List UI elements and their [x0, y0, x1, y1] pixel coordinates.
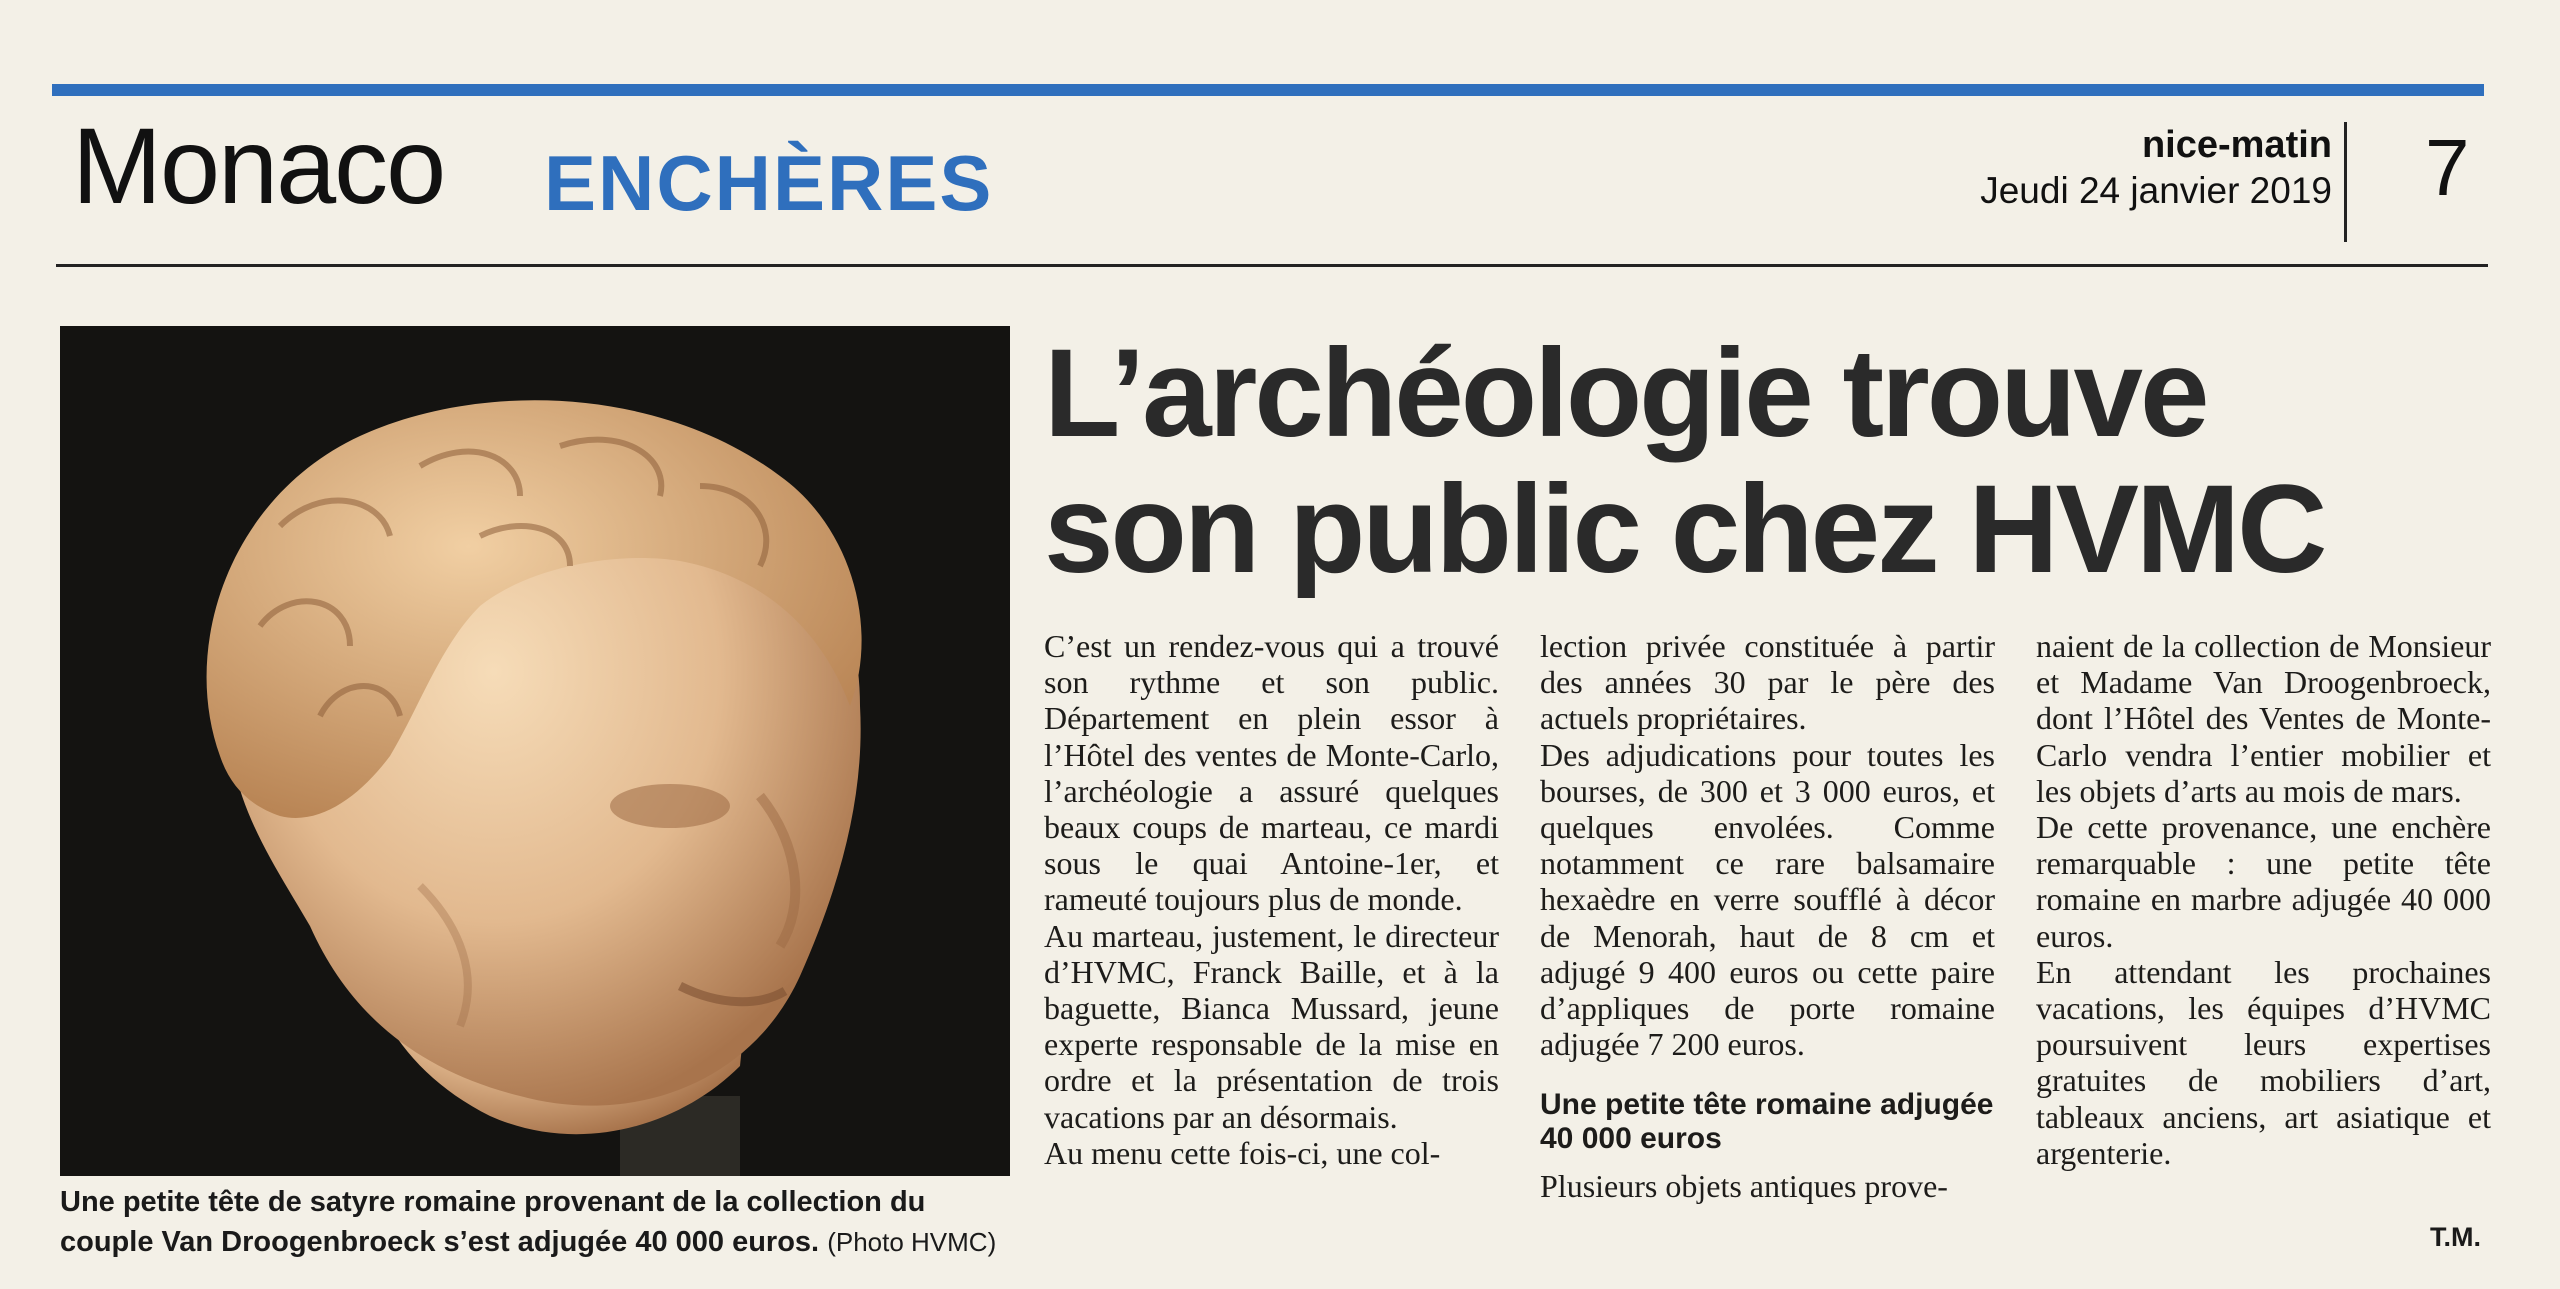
paragraph: Plusieurs objets antiques prove- [1540, 1168, 1948, 1205]
page-number: 7 [2425, 123, 2470, 212]
section-title: Monaco [72, 105, 445, 226]
header-rule [56, 264, 2488, 267]
article-headline [1044, 326, 2484, 598]
paragraph: Des adjudications pour toutes les bourses, de 300 et 3 000 euros, et quelques envolées. Comme notamment ce rare balsamaire hexaèdre en verre soufflé à décor de Menorah, haut de 8 cm et adjugé 9 400 euros ou cette paire d’appliques de porte romaine adjugée 7 200 euros. [1540, 736, 1995, 1063]
photo-credit: (Photo HVMC) [827, 1227, 997, 1257]
intertitle: Une petite tête romaine adjugée 40 000 euros [1540, 1088, 1994, 1156]
satyr-head-photo [60, 326, 1010, 1176]
text-column-1 [1044, 628, 1499, 1171]
photo-caption [60, 1182, 1020, 1262]
paragraph: C’est un rendez-vous qui a trouvé son rythme et son public. Département en plein essor à l’Hôtel des ventes de Monte-Carlo, l’archéologie a assuré quelques beaux coups de marteau, ce mardi sous le quai Antoine-1er, et rameuté toujours plus de monde. [1044, 628, 1499, 918]
paragraph: Au menu cette fois-ci, une col- [1044, 1134, 1441, 1171]
caption-text: Une petite tête de satyre romaine provenant de la collection du couple Van Droogenbroeck s’est adjugée 40 000 euros. [60, 1186, 926, 1258]
rubric-label: ENCHÈRES [544, 139, 994, 227]
paragraph: De cette provenance, une enchère remarquable : une petite tête romaine en marbre adjugée 40 000 euros. [2036, 809, 2491, 954]
author-signature: T.M. [2430, 1222, 2481, 1252]
issue-date: Jeudi 24 janvier 2019 [1980, 170, 2332, 211]
headline-line-2: son public chez HVMC [1044, 460, 2325, 599]
headline-line-1: L’archéologie trouve [1044, 324, 2207, 463]
text-column-3 [2036, 628, 2491, 1171]
newspaper-name: nice-matin [2141, 124, 2332, 166]
paragraph: En attendant les prochaines vacations, les équipes d’HVMC poursuivent leurs expertises gratuites de mobiliers d’art, tableaux anciens, art asiatique et argenterie. [2036, 953, 2491, 1171]
paragraph: Au marteau, justement, le directeur d’HVMC, Franck Baille, et à la baguette, Bianca Mussard, jeune experte responsable de la mise en ordre et la présentation de trois vacations par an désormais. [1044, 917, 1499, 1135]
text-column-2 [1540, 628, 1995, 1205]
top-blue-rule [52, 84, 2484, 96]
paragraph: lection privée constituée à partir des années 30 par le père des actuels propriétaires. [1540, 628, 1995, 737]
paragraph: naient de la collection de Monsieur et Madame Van Droogenbroeck, dont l’Hôtel des Ventes de Monte-Carlo vendra l’entier mobilier et les objets d’arts au mois de mars. [2036, 628, 2491, 809]
marble-head-illustration [60, 326, 1010, 1176]
header-divider [2344, 122, 2347, 242]
